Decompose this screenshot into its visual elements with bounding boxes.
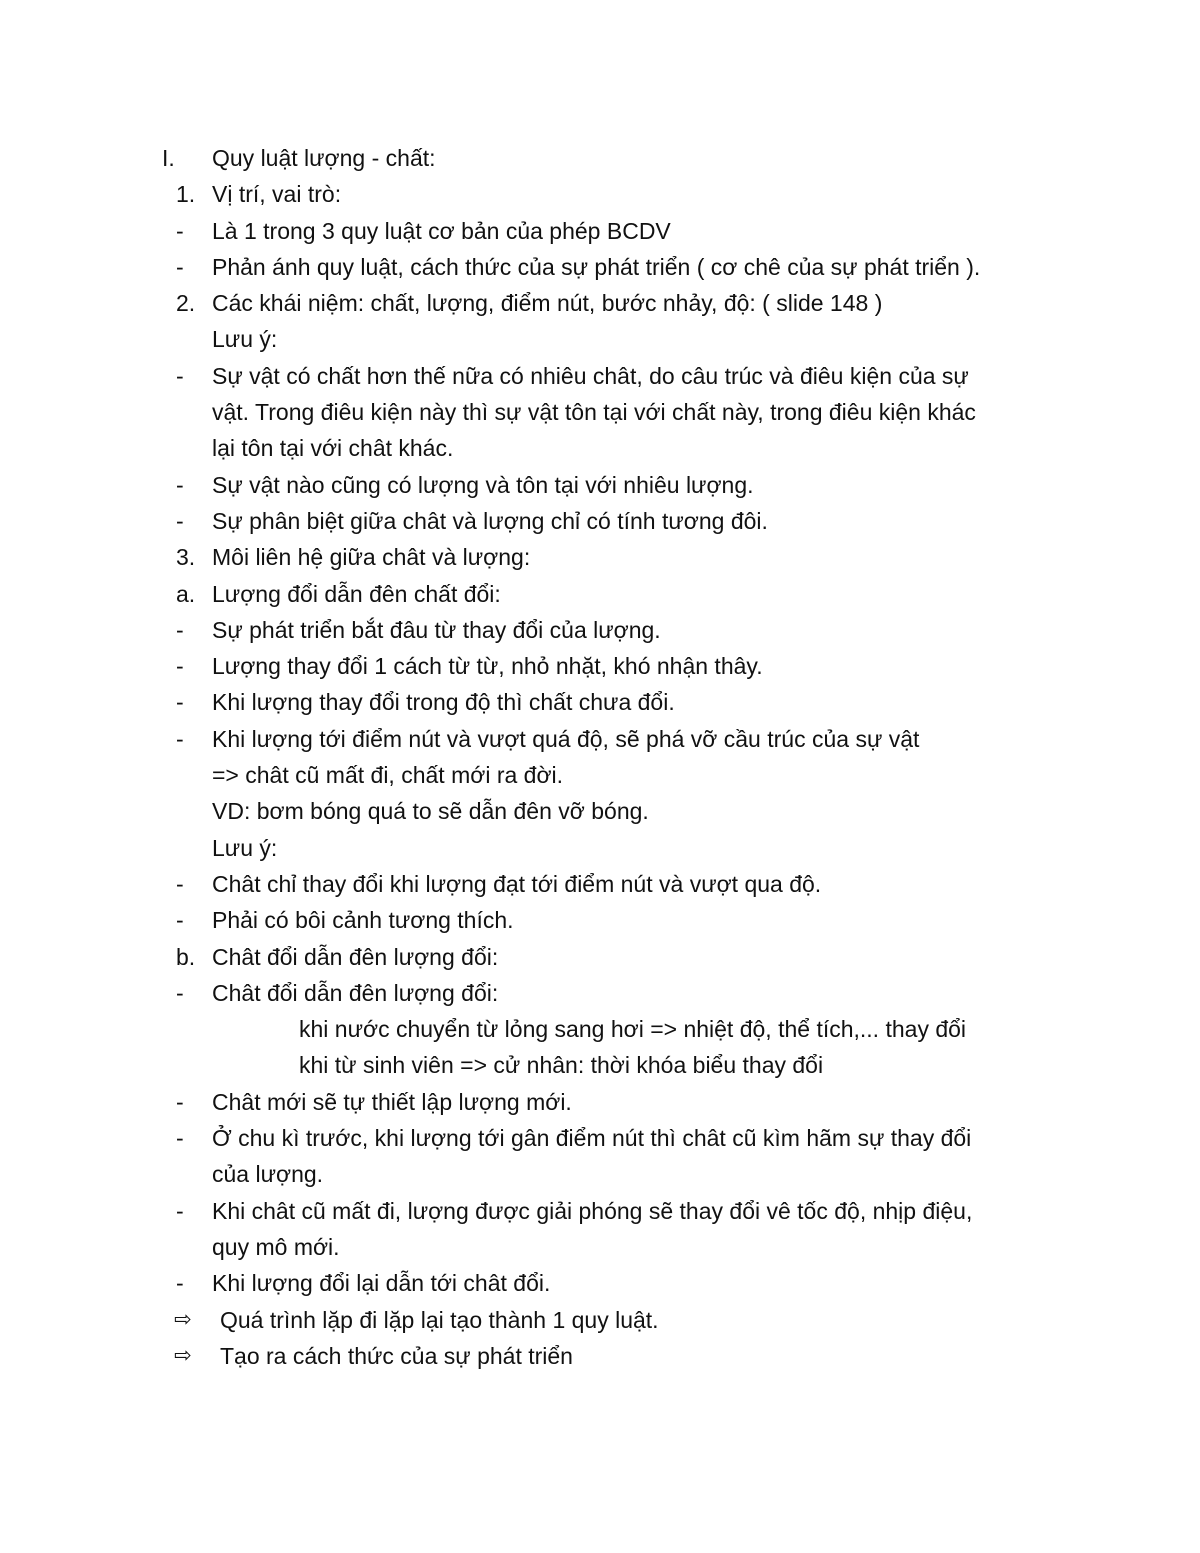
document-line	[162, 721, 1082, 757]
line-text: Quy luật lượng - chất:	[212, 145, 436, 171]
document-line	[162, 394, 1082, 430]
list-marker: a.	[176, 580, 196, 607]
document-line	[162, 1265, 1082, 1301]
line-text: Phải có bôi cảnh tương thích.	[212, 907, 514, 934]
list-marker: -	[176, 979, 184, 1006]
document-line	[162, 975, 1082, 1011]
line-text: Chât đổi dẫn đên lượng đổi:	[212, 943, 499, 970]
document-line	[162, 249, 1082, 285]
list-marker: -	[176, 1125, 184, 1152]
arrow-right-icon: ⇨	[174, 1307, 192, 1331]
list-marker: 1.	[176, 181, 196, 208]
line-text: Môi liên hệ giữa chât và lượng:	[212, 544, 531, 571]
list-marker: -	[176, 507, 184, 534]
line-text: Là 1 trong 3 quy luật cơ bản của phép BCDV	[212, 217, 671, 244]
line-text: Sự vật có chất hơn thế nữa có nhiêu chât, do câu trúc và điêu kiện của sự	[212, 362, 969, 389]
document-line	[162, 213, 1082, 249]
document-line	[162, 503, 1082, 539]
list-marker: -	[176, 689, 184, 716]
document-line	[162, 902, 1082, 938]
line-text: Lượng thay đổi 1 cách từ từ, nhỏ nhặt, khó nhận thây.	[212, 653, 763, 680]
document-line	[162, 285, 1082, 321]
line-text: Sự vật nào cũng có lượng và tôn tại với nhiêu lượng.	[212, 471, 754, 498]
line-text: Chât mới sẽ tự thiết lập lượng mới.	[212, 1088, 572, 1115]
document-line	[162, 1120, 1082, 1156]
list-marker: -	[176, 1197, 184, 1224]
list-marker: -	[176, 907, 184, 934]
document-line	[162, 1047, 1082, 1083]
document-line	[162, 358, 1082, 394]
line-text: Các khái niệm: chất, lượng, điểm nút, bước nhảy, độ: ( slide 148 )	[212, 290, 883, 317]
list-marker: I.	[162, 145, 175, 171]
line-text: của lượng.	[212, 1161, 324, 1188]
line-text: Quá trình lặp đi lặp lại tạo thành 1 quy luật.	[220, 1306, 659, 1333]
document-line	[162, 1338, 1082, 1374]
list-marker: -	[176, 653, 184, 680]
document-line	[162, 1011, 1082, 1047]
document-line	[162, 467, 1082, 503]
arrow-right-icon: ⇨	[174, 1343, 192, 1367]
document-line	[162, 757, 1082, 793]
line-text: Khi lượng tới điểm nút và vượt quá độ, sẽ phá vỡ cầu trúc của sự vật	[212, 725, 920, 752]
line-text: Chât đổi dẫn đên lượng đổi:	[212, 979, 499, 1006]
list-marker: -	[176, 362, 184, 389]
line-text: Chât chỉ thay đổi khi lượng đạt tới điểm nút và vượt qua độ.	[212, 870, 822, 897]
line-text: Khi chât cũ mất đi, lượng được giải phóng sẽ thay đổi vê tốc độ, nhịp điệu,	[212, 1197, 973, 1224]
list-marker: -	[176, 1088, 184, 1115]
line-text: Sự phân biệt giữa chât và lượng chỉ có tính tương đôi.	[212, 507, 768, 534]
line-text: khi từ sinh viên => cử nhân: thời khóa biểu thay đổi	[299, 1052, 824, 1079]
line-text: VD: bơm bóng quá to sẽ dẫn đên vỡ bóng.	[212, 798, 649, 825]
document-line	[162, 1193, 1082, 1229]
document-line	[162, 684, 1082, 720]
list-marker: -	[176, 217, 184, 244]
document-line	[162, 140, 1082, 176]
document-body	[162, 140, 1082, 1374]
document-line	[162, 176, 1082, 212]
line-text: Khi lượng thay đổi trong độ thì chất chưa đổi.	[212, 689, 675, 716]
line-text: quy mô mới.	[212, 1233, 340, 1260]
document-line	[162, 866, 1082, 902]
document-line	[162, 1084, 1082, 1120]
line-text: Sự phát triển bắt đâu từ thay đổi của lượng.	[212, 616, 661, 643]
document-line	[162, 939, 1082, 975]
line-text: lại tôn tại với chât khác.	[212, 435, 454, 462]
list-marker: -	[176, 870, 184, 897]
line-text: vật. Trong điêu kiện này thì sự vật tôn tại với chất này, trong điêu kiện khác	[212, 399, 976, 426]
line-text: Lưu ý:	[212, 326, 278, 353]
document-line	[162, 430, 1082, 466]
list-marker: 2.	[176, 290, 196, 317]
line-text: khi nước chuyển từ lỏng sang hơi => nhiệt độ, thể tích,... thay đổi	[299, 1016, 967, 1043]
list-marker: -	[176, 1270, 184, 1297]
document-line	[162, 1302, 1082, 1338]
document-line	[162, 321, 1082, 357]
document-line	[162, 830, 1082, 866]
list-marker: -	[176, 471, 184, 498]
list-marker: -	[176, 725, 184, 752]
list-marker: -	[176, 253, 184, 280]
line-text: Vị trí, vai trò:	[212, 181, 342, 208]
line-text: Khi lượng đổi lại dẫn tới chât đổi.	[212, 1270, 551, 1297]
document-line	[162, 1229, 1082, 1265]
line-text: => chât cũ mất đi, chất mới ra đời.	[212, 762, 564, 789]
document-line	[162, 576, 1082, 612]
document-line	[162, 648, 1082, 684]
line-text: Tạo ra cách thức của sự phát triển	[220, 1342, 573, 1369]
list-marker: -	[176, 616, 184, 643]
document-line	[162, 612, 1082, 648]
list-marker: b.	[176, 943, 196, 970]
line-text: Lưu ý:	[212, 834, 278, 861]
line-text: Lượng đổi dẫn đên chất đổi:	[212, 580, 501, 607]
document-line	[162, 539, 1082, 575]
line-text: Ở chu kì trước, khi lượng tới gân điểm nút thì chât cũ kìm hãm sự thay đổi	[212, 1125, 972, 1152]
document-line	[162, 793, 1082, 829]
list-marker: 3.	[176, 544, 196, 571]
line-text: Phản ánh quy luật, cách thức của sự phát triển ( cơ chê của sự phát triển ).	[212, 253, 981, 280]
document-line	[162, 1156, 1082, 1192]
